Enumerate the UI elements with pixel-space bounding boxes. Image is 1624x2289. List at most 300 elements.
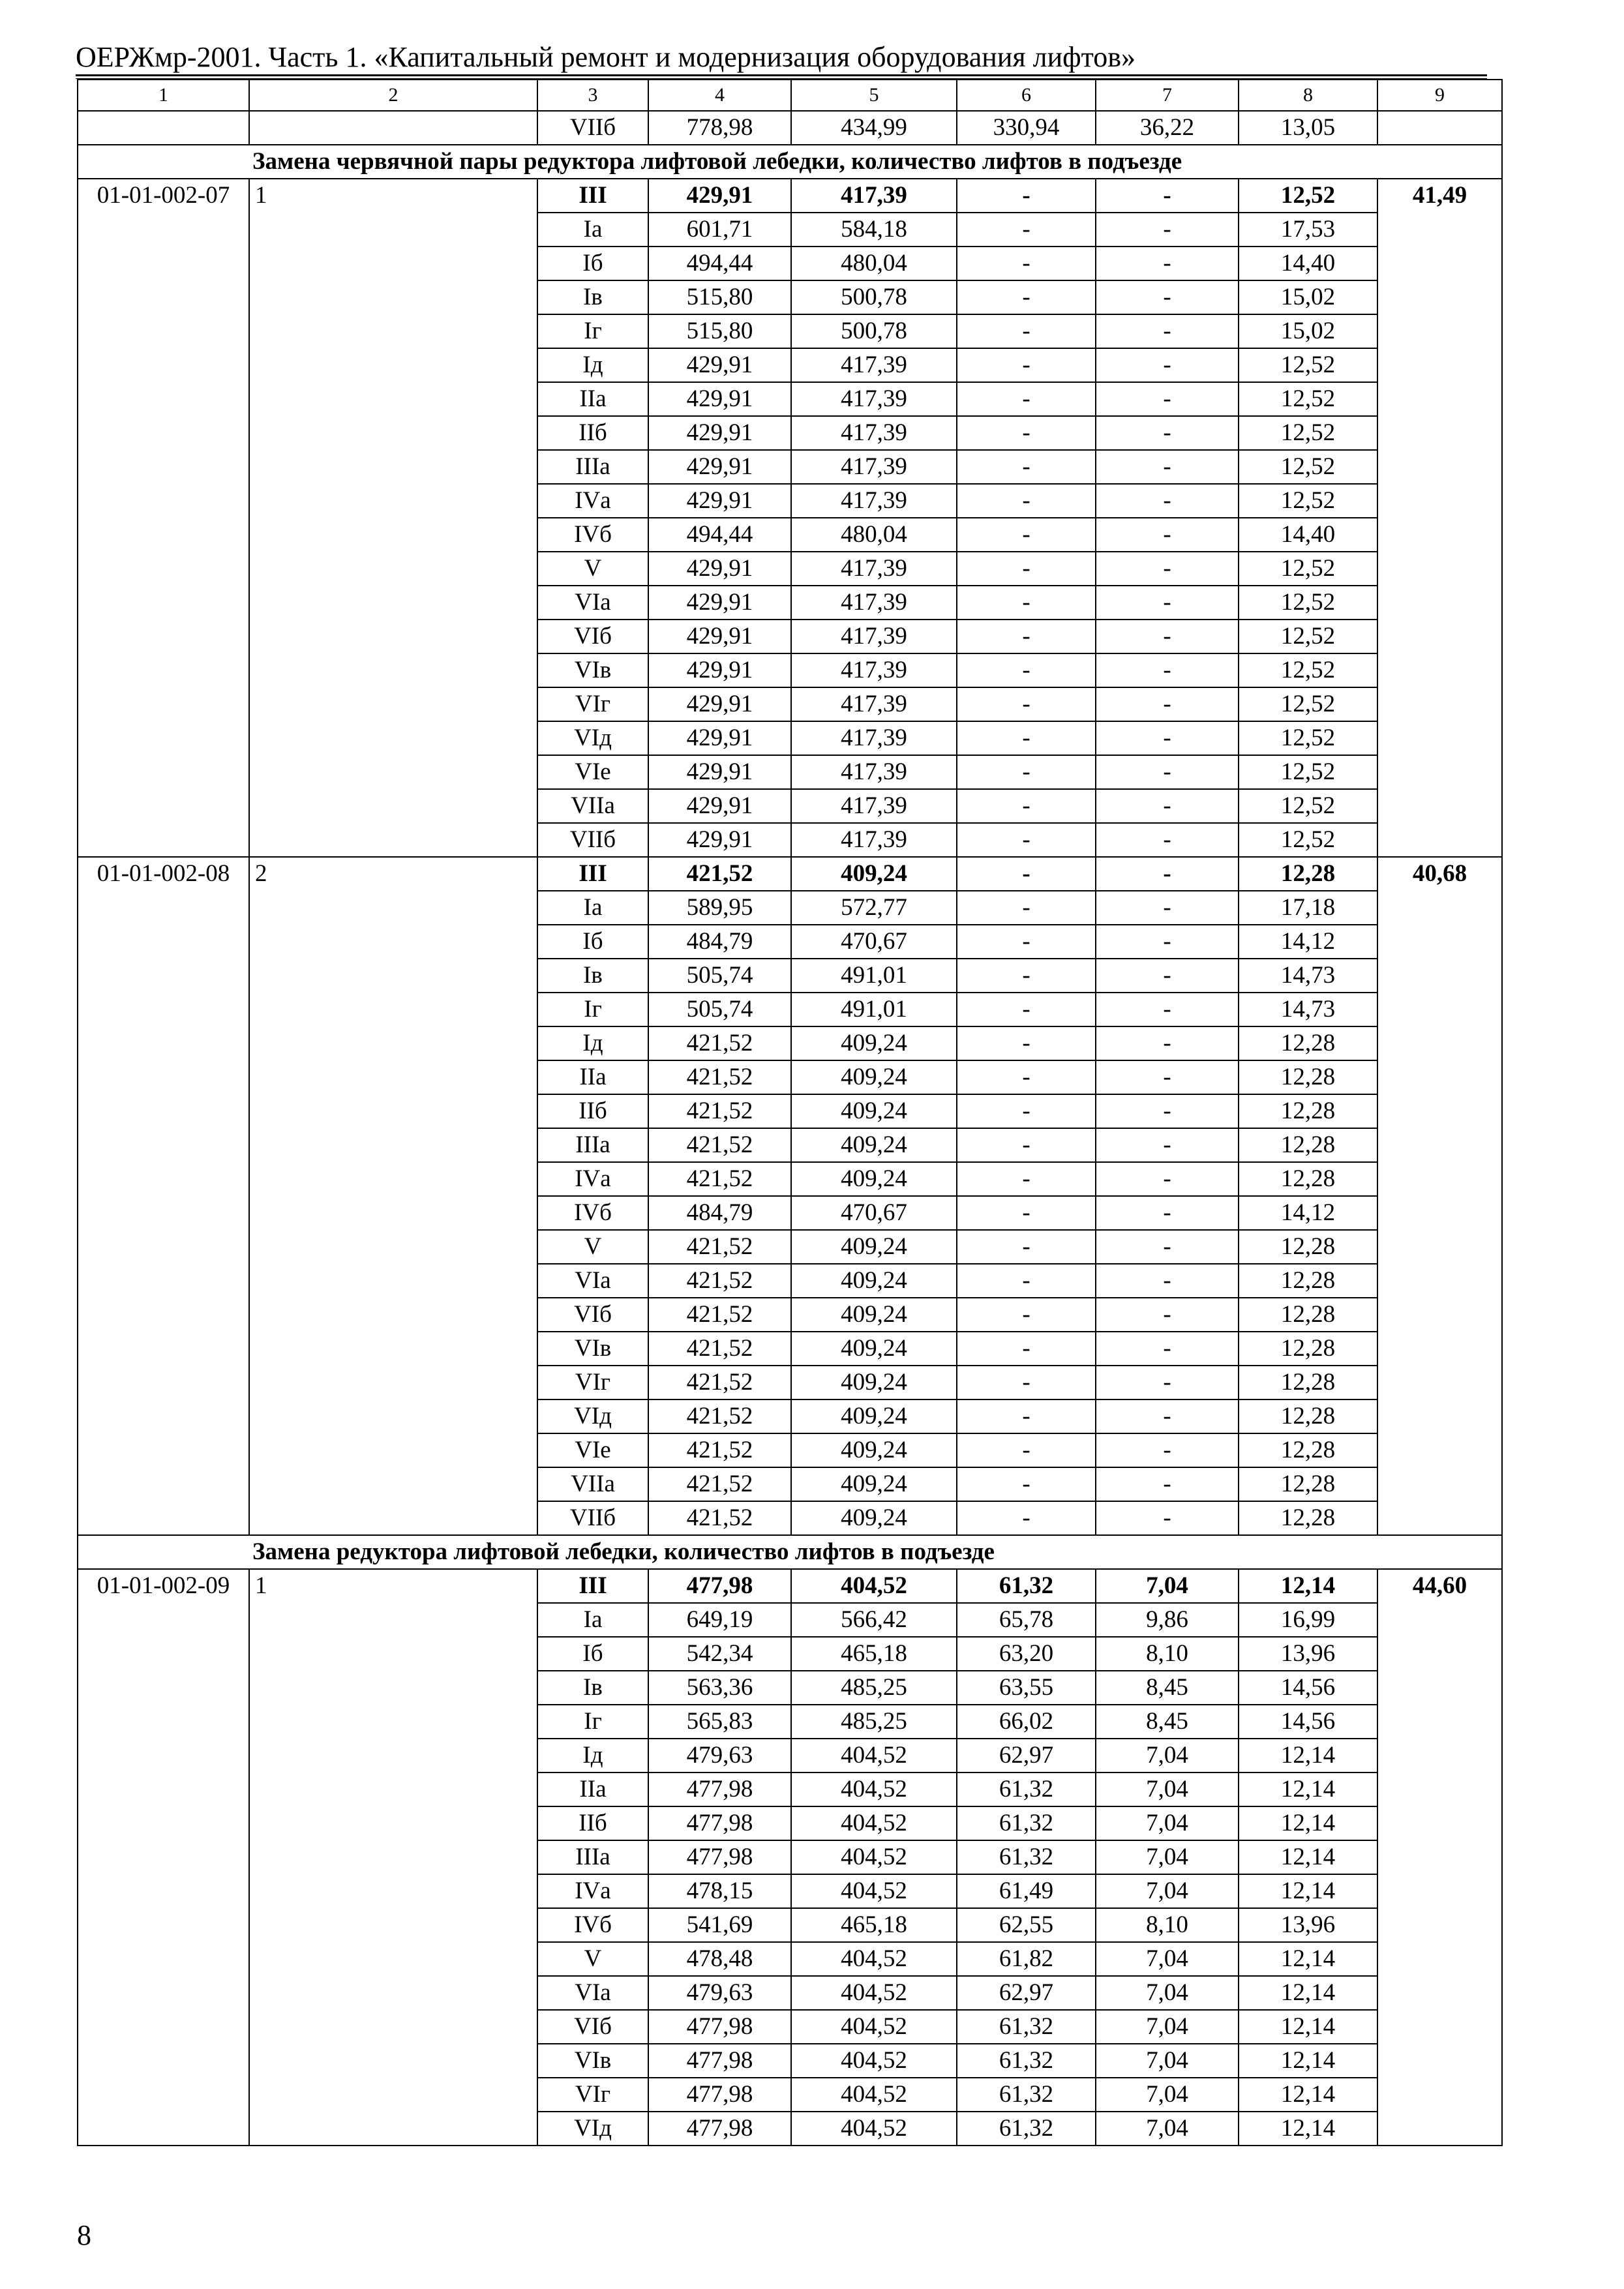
value-cell: 421,52 xyxy=(648,1162,791,1196)
value-cell: - xyxy=(1096,1264,1239,1298)
zone-cell: IIIа xyxy=(537,450,648,484)
zone-cell: VIIа xyxy=(537,1467,648,1501)
value-cell: 61,32 xyxy=(957,2044,1096,2078)
zone-cell: VIа xyxy=(537,586,648,620)
lift-count: 1 xyxy=(249,179,537,857)
value-cell: 485,25 xyxy=(791,1671,957,1705)
value-cell: 589,95 xyxy=(648,891,791,925)
value-cell: 505,74 xyxy=(648,993,791,1026)
value-cell: 491,01 xyxy=(791,993,957,1026)
value-cell: 421,52 xyxy=(648,1128,791,1162)
page-header: ОЕРЖмр-2001. Часть 1. «Капитальный ремонт и модернизация оборудования лифтов» xyxy=(76,41,1136,73)
section-title: Замена червячной пары редуктора лифтовой лебедки, количество лифтов в подъезде xyxy=(78,145,1502,179)
value-cell: - xyxy=(1096,450,1239,484)
value-cell: 12,28 xyxy=(1239,857,1377,891)
zone-cell: Iв xyxy=(537,959,648,993)
section-heading-row xyxy=(78,145,1502,179)
value-cell: 404,52 xyxy=(791,2112,957,2146)
zone-cell: Iв xyxy=(537,1671,648,1705)
item-total: 41,49 xyxy=(1377,179,1502,857)
section-heading-row xyxy=(78,1535,1502,1569)
value-cell: 409,24 xyxy=(791,1264,957,1298)
value-cell: - xyxy=(957,1366,1096,1399)
value-cell: - xyxy=(957,721,1096,755)
value-cell: 421,52 xyxy=(648,1264,791,1298)
value-cell: 14,56 xyxy=(1239,1705,1377,1739)
value-cell: 14,12 xyxy=(1239,1196,1377,1230)
item-code: 01-01-002-08 xyxy=(78,857,249,1535)
value-cell: - xyxy=(1096,586,1239,620)
value-cell: 421,52 xyxy=(648,1060,791,1094)
value-cell: 12,28 xyxy=(1239,1366,1377,1399)
value-cell: 421,52 xyxy=(648,1230,791,1264)
column-number: 9 xyxy=(1377,80,1502,111)
value-cell: - xyxy=(1096,857,1239,891)
value-cell: - xyxy=(1096,755,1239,789)
value-cell: - xyxy=(1096,1162,1239,1196)
value-cell: 465,18 xyxy=(791,1908,957,1942)
zone-cell: III xyxy=(537,1569,648,1603)
value-cell: 584,18 xyxy=(791,213,957,247)
value-cell: 470,67 xyxy=(791,1196,957,1230)
value-cell: 62,97 xyxy=(957,1739,1096,1773)
value-cell: - xyxy=(957,959,1096,993)
value-cell: 491,01 xyxy=(791,959,957,993)
value-cell: 429,91 xyxy=(648,552,791,586)
value-cell: 409,24 xyxy=(791,1094,957,1128)
value-cell: 417,39 xyxy=(791,450,957,484)
table-cell: 36,22 xyxy=(1096,111,1239,145)
value-cell: 480,04 xyxy=(791,247,957,280)
value-cell: 7,04 xyxy=(1096,1569,1239,1603)
value-cell: 61,32 xyxy=(957,1773,1096,1806)
value-cell: 404,52 xyxy=(791,1739,957,1773)
value-cell: - xyxy=(957,348,1096,382)
value-cell: 12,28 xyxy=(1239,1501,1377,1535)
zone-cell: VIг xyxy=(537,1366,648,1399)
value-cell: 12,52 xyxy=(1239,179,1377,213)
value-cell: 477,98 xyxy=(648,1840,791,1874)
zone-cell: Iв xyxy=(537,280,648,314)
column-number: 6 xyxy=(957,80,1096,111)
value-cell: - xyxy=(957,1467,1096,1501)
zone-cell: IIIа xyxy=(537,1128,648,1162)
value-cell: 417,39 xyxy=(791,179,957,213)
value-cell: - xyxy=(1096,179,1239,213)
value-cell: 494,44 xyxy=(648,518,791,552)
value-cell: 429,91 xyxy=(648,823,791,857)
value-cell: - xyxy=(957,382,1096,416)
value-cell: 409,24 xyxy=(791,1060,957,1094)
empty-cell xyxy=(1377,111,1502,145)
value-cell: - xyxy=(1096,518,1239,552)
value-cell: - xyxy=(1096,416,1239,450)
zone-cell: Iб xyxy=(537,247,648,280)
lift-count: 2 xyxy=(249,857,537,1535)
value-cell: 7,04 xyxy=(1096,1942,1239,1976)
value-cell: 12,52 xyxy=(1239,721,1377,755)
table-cell: VIIб xyxy=(537,111,648,145)
zone-cell: Iа xyxy=(537,891,648,925)
price-table xyxy=(77,79,1503,2146)
zone-cell: IVа xyxy=(537,1162,648,1196)
value-cell: 409,24 xyxy=(791,1026,957,1060)
value-cell: - xyxy=(1096,1399,1239,1433)
value-cell: 12,28 xyxy=(1239,1264,1377,1298)
section-title: Замена редуктора лифтовой лебедки, количество лифтов в подъезде xyxy=(78,1535,1502,1569)
value-cell: 563,36 xyxy=(648,1671,791,1705)
zone-cell: V xyxy=(537,1942,648,1976)
value-cell: - xyxy=(1096,1467,1239,1501)
value-cell: 404,52 xyxy=(791,2044,957,2078)
item-total: 44,60 xyxy=(1377,1569,1502,2146)
value-cell: 61,32 xyxy=(957,1806,1096,1840)
value-cell: 8,10 xyxy=(1096,1908,1239,1942)
value-cell: 479,63 xyxy=(648,1976,791,2010)
value-cell: - xyxy=(1096,1060,1239,1094)
value-cell: - xyxy=(957,1433,1096,1467)
value-cell: 62,55 xyxy=(957,1908,1096,1942)
zone-cell: VIб xyxy=(537,1298,648,1332)
value-cell: 15,02 xyxy=(1239,280,1377,314)
value-cell: - xyxy=(957,823,1096,857)
value-cell: - xyxy=(957,653,1096,687)
value-cell: 566,42 xyxy=(791,1603,957,1637)
value-cell: - xyxy=(957,1264,1096,1298)
value-cell: 13,96 xyxy=(1239,1637,1377,1671)
value-cell: 13,96 xyxy=(1239,1908,1377,1942)
column-number: 3 xyxy=(537,80,648,111)
zone-cell: III xyxy=(537,179,648,213)
table-cell: 330,94 xyxy=(957,111,1096,145)
value-cell: 477,98 xyxy=(648,2010,791,2044)
value-cell: 61,32 xyxy=(957,1840,1096,1874)
value-cell: - xyxy=(1096,552,1239,586)
zone-cell: IIб xyxy=(537,416,648,450)
column-number: 2 xyxy=(249,80,537,111)
zone-cell: VIд xyxy=(537,1399,648,1433)
value-cell: 429,91 xyxy=(648,620,791,653)
value-cell: 429,91 xyxy=(648,382,791,416)
value-cell: 12,14 xyxy=(1239,1773,1377,1806)
value-cell: 417,39 xyxy=(791,348,957,382)
column-number: 7 xyxy=(1096,80,1239,111)
value-cell: 429,91 xyxy=(648,416,791,450)
value-cell: 12,14 xyxy=(1239,1739,1377,1773)
value-cell: 409,24 xyxy=(791,857,957,891)
value-cell: 417,39 xyxy=(791,823,957,857)
value-cell: 477,98 xyxy=(648,2112,791,2146)
value-cell: 61,32 xyxy=(957,1569,1096,1603)
value-cell: 12,52 xyxy=(1239,653,1377,687)
table-row xyxy=(78,111,1502,145)
value-cell: - xyxy=(1096,247,1239,280)
value-cell: 417,39 xyxy=(791,484,957,518)
value-cell: 12,28 xyxy=(1239,1162,1377,1196)
value-cell: 14,12 xyxy=(1239,925,1377,959)
value-cell: 421,52 xyxy=(648,1433,791,1467)
zone-cell: V xyxy=(537,552,648,586)
value-cell: - xyxy=(957,1298,1096,1332)
value-cell: 421,52 xyxy=(648,1026,791,1060)
header-rule xyxy=(76,74,1487,76)
value-cell: 8,45 xyxy=(1096,1705,1239,1739)
value-cell: 14,40 xyxy=(1239,518,1377,552)
zone-cell: Iд xyxy=(537,1739,648,1773)
value-cell: 478,15 xyxy=(648,1874,791,1908)
value-cell: - xyxy=(957,1060,1096,1094)
value-cell: - xyxy=(1096,1230,1239,1264)
value-cell: 7,04 xyxy=(1096,1806,1239,1840)
value-cell: 9,86 xyxy=(1096,1603,1239,1637)
value-cell: - xyxy=(1096,653,1239,687)
value-cell: - xyxy=(957,1094,1096,1128)
zone-cell: Iд xyxy=(537,348,648,382)
value-cell: 477,98 xyxy=(648,1773,791,1806)
value-cell: 12,28 xyxy=(1239,1094,1377,1128)
zone-cell: Iг xyxy=(537,993,648,1026)
item-code: 01-01-002-07 xyxy=(78,179,249,857)
value-cell: 12,28 xyxy=(1239,1399,1377,1433)
value-cell: - xyxy=(957,416,1096,450)
value-cell: 477,98 xyxy=(648,2044,791,2078)
column-number: 8 xyxy=(1239,80,1377,111)
value-cell: - xyxy=(1096,1094,1239,1128)
value-cell: 12,14 xyxy=(1239,1806,1377,1840)
zone-cell: IIа xyxy=(537,382,648,416)
value-cell: - xyxy=(1096,789,1239,823)
value-cell: 421,52 xyxy=(648,1298,791,1332)
table-body xyxy=(78,80,1502,2146)
value-cell: 409,24 xyxy=(791,1366,957,1399)
value-cell: - xyxy=(1096,721,1239,755)
value-cell: 485,25 xyxy=(791,1705,957,1739)
value-cell: 409,24 xyxy=(791,1162,957,1196)
zone-cell: VIг xyxy=(537,2078,648,2112)
zone-cell: VIв xyxy=(537,2044,648,2078)
value-cell: 12,28 xyxy=(1239,1026,1377,1060)
value-cell: - xyxy=(1096,1128,1239,1162)
empty-cell xyxy=(78,111,249,145)
table-cell: 778,98 xyxy=(648,111,791,145)
zone-cell: VIа xyxy=(537,1976,648,2010)
value-cell: 12,14 xyxy=(1239,2010,1377,2044)
table-cell: 434,99 xyxy=(791,111,957,145)
value-cell: 417,39 xyxy=(791,382,957,416)
zone-cell: VIе xyxy=(537,755,648,789)
value-cell: 14,40 xyxy=(1239,247,1377,280)
value-cell: - xyxy=(957,755,1096,789)
value-cell: 601,71 xyxy=(648,213,791,247)
zone-cell: VIд xyxy=(537,2112,648,2146)
value-cell: 409,24 xyxy=(791,1128,957,1162)
value-cell: 429,91 xyxy=(648,586,791,620)
zone-cell: VIб xyxy=(537,2010,648,2044)
value-cell: 12,52 xyxy=(1239,484,1377,518)
value-cell: 477,98 xyxy=(648,1569,791,1603)
zone-cell: IIIа xyxy=(537,1840,648,1874)
value-cell: - xyxy=(957,1196,1096,1230)
value-cell: 12,28 xyxy=(1239,1060,1377,1094)
value-cell: 12,14 xyxy=(1239,1874,1377,1908)
value-cell: 417,39 xyxy=(791,721,957,755)
zone-cell: IIа xyxy=(537,1060,648,1094)
value-cell: 404,52 xyxy=(791,1773,957,1806)
value-cell: 470,67 xyxy=(791,925,957,959)
zone-cell: Iг xyxy=(537,1705,648,1739)
empty-cell xyxy=(249,111,537,145)
zone-cell: Iд xyxy=(537,1026,648,1060)
value-cell: 429,91 xyxy=(648,484,791,518)
value-cell: 12,28 xyxy=(1239,1467,1377,1501)
value-cell: 429,91 xyxy=(648,789,791,823)
value-cell: - xyxy=(957,1026,1096,1060)
column-number-row xyxy=(78,80,1502,111)
value-cell: 14,73 xyxy=(1239,959,1377,993)
value-cell: - xyxy=(957,1230,1096,1264)
value-cell: - xyxy=(957,1399,1096,1433)
value-cell: 12,52 xyxy=(1239,416,1377,450)
value-cell: 404,52 xyxy=(791,1976,957,2010)
value-cell: 62,97 xyxy=(957,1976,1096,2010)
zone-cell: Iб xyxy=(537,925,648,959)
zone-cell: Iг xyxy=(537,314,648,348)
value-cell: - xyxy=(1096,1501,1239,1535)
zone-cell: IVб xyxy=(537,1908,648,1942)
value-cell: 12,14 xyxy=(1239,1942,1377,1976)
value-cell: - xyxy=(957,993,1096,1026)
value-cell: 65,78 xyxy=(957,1603,1096,1637)
table-row xyxy=(78,179,1502,213)
value-cell: 500,78 xyxy=(791,280,957,314)
zone-cell: IVа xyxy=(537,484,648,518)
value-cell: 7,04 xyxy=(1096,1874,1239,1908)
value-cell: 421,52 xyxy=(648,1501,791,1535)
value-cell: 417,39 xyxy=(791,552,957,586)
value-cell: - xyxy=(957,280,1096,314)
value-cell: 66,02 xyxy=(957,1705,1096,1739)
value-cell: 494,44 xyxy=(648,247,791,280)
value-cell: - xyxy=(1096,484,1239,518)
value-cell: 542,34 xyxy=(648,1637,791,1671)
value-cell: - xyxy=(957,179,1096,213)
value-cell: 479,63 xyxy=(648,1739,791,1773)
value-cell: 421,52 xyxy=(648,1467,791,1501)
column-number: 4 xyxy=(648,80,791,111)
item-code: 01-01-002-09 xyxy=(78,1569,249,2146)
value-cell: - xyxy=(957,213,1096,247)
value-cell: 12,52 xyxy=(1239,552,1377,586)
value-cell: 484,79 xyxy=(648,925,791,959)
value-cell: - xyxy=(957,484,1096,518)
zone-cell: VIе xyxy=(537,1433,648,1467)
zone-cell: Iа xyxy=(537,213,648,247)
value-cell: - xyxy=(1096,348,1239,382)
zone-cell: III xyxy=(537,857,648,891)
value-cell: - xyxy=(1096,1196,1239,1230)
value-cell: 429,91 xyxy=(648,348,791,382)
value-cell: 14,73 xyxy=(1239,993,1377,1026)
value-cell: 421,52 xyxy=(648,1366,791,1399)
value-cell: - xyxy=(1096,891,1239,925)
zone-cell: IVб xyxy=(537,1196,648,1230)
value-cell: 12,52 xyxy=(1239,620,1377,653)
value-cell: - xyxy=(1096,314,1239,348)
value-cell: - xyxy=(957,857,1096,891)
zone-cell: IVб xyxy=(537,518,648,552)
value-cell: 61,49 xyxy=(957,1874,1096,1908)
value-cell: 61,32 xyxy=(957,2010,1096,2044)
value-cell: 409,24 xyxy=(791,1298,957,1332)
value-cell: - xyxy=(957,552,1096,586)
value-cell: - xyxy=(1096,993,1239,1026)
value-cell: 429,91 xyxy=(648,179,791,213)
value-cell: 409,24 xyxy=(791,1399,957,1433)
zone-cell: VIIб xyxy=(537,1501,648,1535)
table-row xyxy=(78,1569,1502,1603)
value-cell: 541,69 xyxy=(648,1908,791,1942)
value-cell: 7,04 xyxy=(1096,1840,1239,1874)
value-cell: - xyxy=(1096,280,1239,314)
value-cell: 429,91 xyxy=(648,687,791,721)
value-cell: 7,04 xyxy=(1096,2112,1239,2146)
value-cell: - xyxy=(957,1162,1096,1196)
value-cell: 12,28 xyxy=(1239,1128,1377,1162)
value-cell: - xyxy=(957,891,1096,925)
value-cell: 12,28 xyxy=(1239,1230,1377,1264)
value-cell: 15,02 xyxy=(1239,314,1377,348)
value-cell: 61,32 xyxy=(957,2112,1096,2146)
value-cell: 417,39 xyxy=(791,653,957,687)
table-cell: 13,05 xyxy=(1239,111,1377,145)
value-cell: - xyxy=(1096,1298,1239,1332)
value-cell: - xyxy=(1096,1433,1239,1467)
value-cell: 7,04 xyxy=(1096,1976,1239,2010)
value-cell: 409,24 xyxy=(791,1467,957,1501)
value-cell: 465,18 xyxy=(791,1637,957,1671)
lift-count: 1 xyxy=(249,1569,537,2146)
value-cell: 12,28 xyxy=(1239,1433,1377,1467)
value-cell: 7,04 xyxy=(1096,2010,1239,2044)
value-cell: 16,99 xyxy=(1239,1603,1377,1637)
value-cell: 429,91 xyxy=(648,721,791,755)
value-cell: 429,91 xyxy=(648,653,791,687)
value-cell: 12,52 xyxy=(1239,687,1377,721)
value-cell: 565,83 xyxy=(648,1705,791,1739)
value-cell: - xyxy=(957,1501,1096,1535)
value-cell: 404,52 xyxy=(791,1840,957,1874)
value-cell: - xyxy=(1096,1026,1239,1060)
value-cell: 404,52 xyxy=(791,1806,957,1840)
value-cell: - xyxy=(957,314,1096,348)
value-cell: 421,52 xyxy=(648,1094,791,1128)
value-cell: 8,45 xyxy=(1096,1671,1239,1705)
zone-cell: IIб xyxy=(537,1806,648,1840)
value-cell: 7,04 xyxy=(1096,1773,1239,1806)
value-cell: 404,52 xyxy=(791,2010,957,2044)
value-cell: 417,39 xyxy=(791,586,957,620)
value-cell: - xyxy=(957,925,1096,959)
value-cell: - xyxy=(957,789,1096,823)
value-cell: 500,78 xyxy=(791,314,957,348)
value-cell: 12,52 xyxy=(1239,348,1377,382)
value-cell: - xyxy=(1096,687,1239,721)
value-cell: 12,14 xyxy=(1239,1840,1377,1874)
value-cell: 572,77 xyxy=(791,891,957,925)
value-cell: 484,79 xyxy=(648,1196,791,1230)
zone-cell: VIг xyxy=(537,687,648,721)
zone-cell: VIа xyxy=(537,1264,648,1298)
